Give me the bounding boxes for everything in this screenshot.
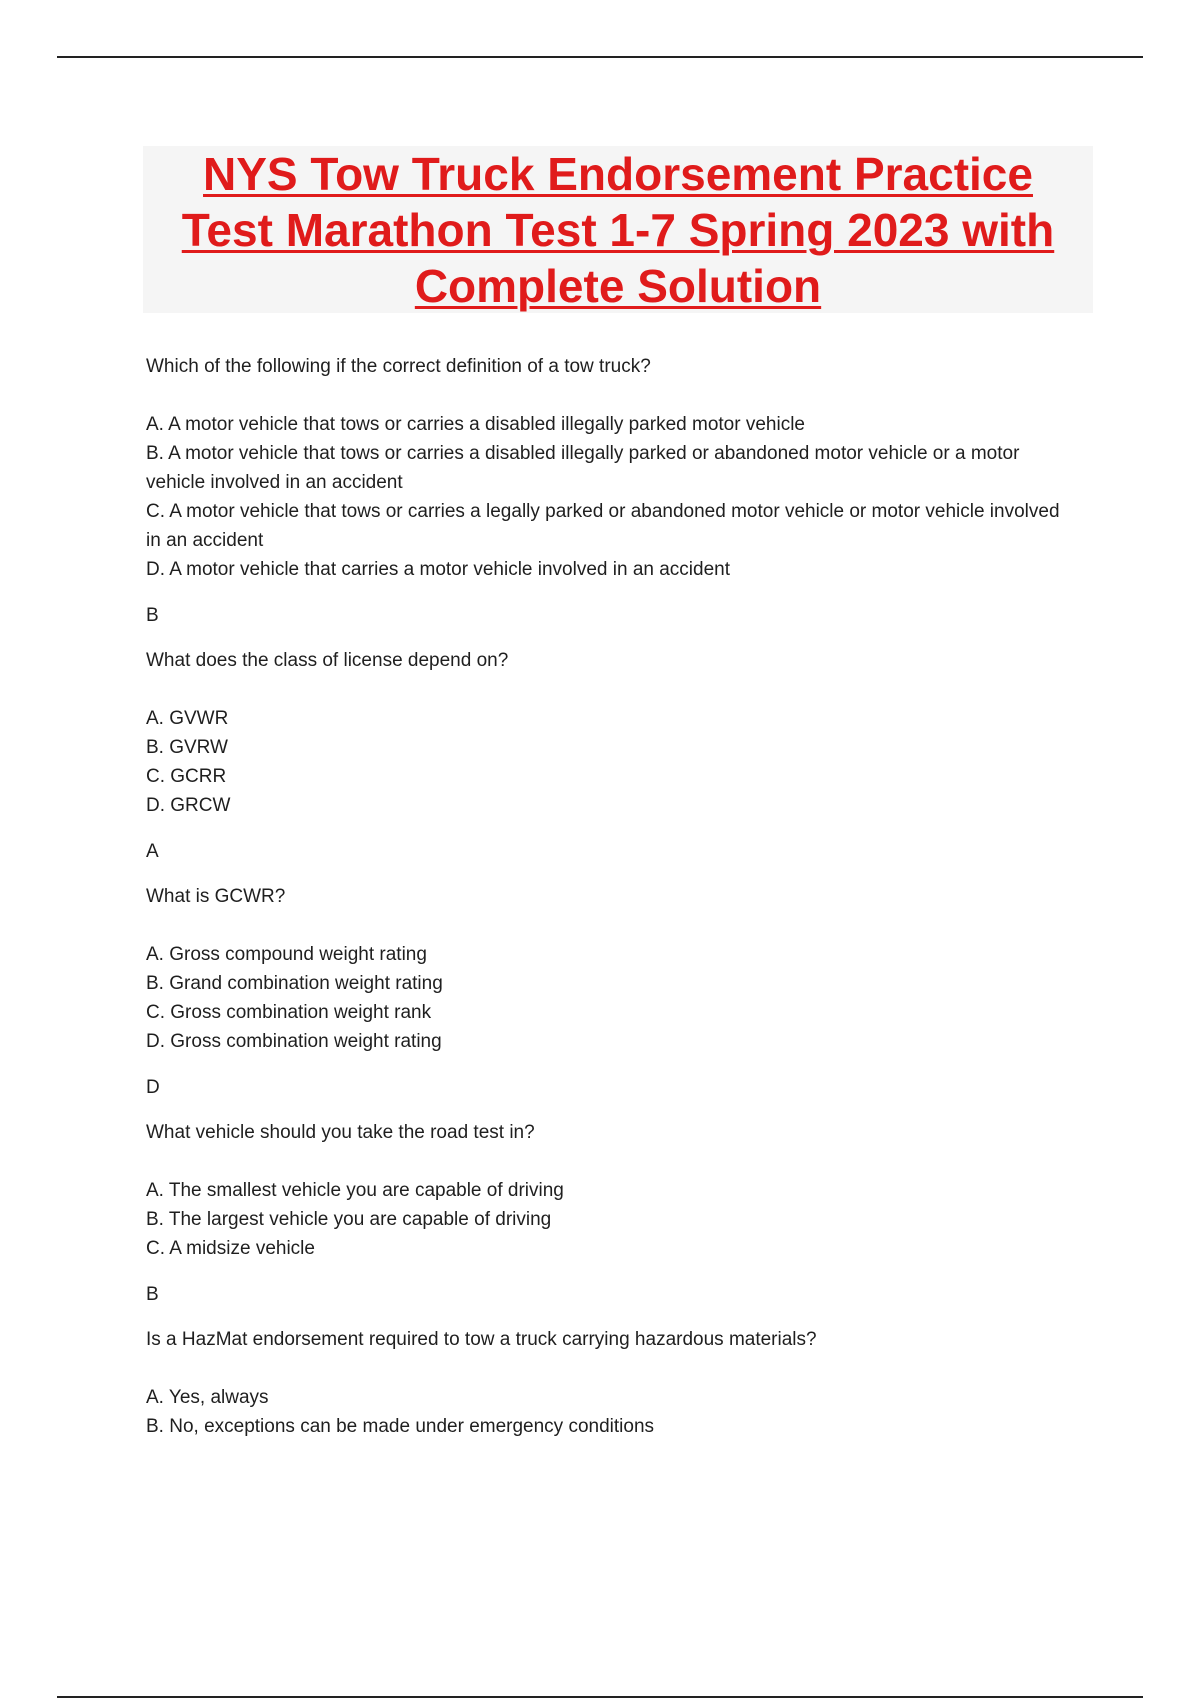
answer-text: A (146, 841, 159, 862)
option-list (146, 940, 1076, 1056)
question-text: What vehicle should you take the road test in? (146, 1122, 535, 1143)
option-item: C. Gross combination weight rank (146, 1002, 432, 1023)
option-item: A. GVWR (146, 708, 229, 729)
option-item: A. Gross compound weight rating (146, 944, 427, 965)
answer-text: B (146, 605, 159, 626)
question-block (146, 1118, 1076, 1309)
option-item: B. No, exceptions can be made under emergency conditions (146, 1416, 655, 1437)
option-item: B. GVRW (146, 737, 228, 758)
option-item: B. Grand combination weight rating (146, 973, 443, 994)
option-item: B. A motor vehicle that tows or carries a disabled illegally parked or abandoned motor vehicle or a motor vehicle involved in an accident (146, 443, 1020, 493)
option-list (146, 704, 1076, 820)
question-text: Which of the following if the correct definition of a tow truck? (146, 356, 651, 377)
option-item: C. A midsize vehicle (146, 1238, 315, 1259)
header-rule (57, 56, 1143, 58)
document-title: NYS Tow Truck Endorsement Practice Test Marathon Test 1-7 Spring 2023 with Complete Solution (181, 147, 1055, 312)
option-item: A. Yes, always (146, 1387, 269, 1408)
question-text: What is GCWR? (146, 886, 286, 907)
question-text: What does the class of license depend on? (146, 650, 509, 671)
option-item: C. A motor vehicle that tows or carries a legally parked or abandoned motor vehicle or motor vehicle involved in an accident (146, 501, 1060, 551)
option-item: D. Gross combination weight rating (146, 1031, 442, 1052)
question-text: Is a HazMat endorsement required to tow a truck carrying hazardous materials? (146, 1329, 817, 1350)
option-item: A. The smallest vehicle you are capable of driving (146, 1180, 564, 1201)
option-item: B. The largest vehicle you are capable of driving (146, 1209, 552, 1230)
question-list (146, 352, 1076, 1441)
option-list (146, 1383, 1076, 1441)
question-block (146, 352, 1076, 630)
question-block (146, 1325, 1076, 1441)
option-item: D. A motor vehicle that carries a motor vehicle involved in an accident (146, 559, 731, 580)
footer-rule (57, 1696, 1143, 1698)
option-list (146, 410, 1076, 584)
answer-text: B (146, 1284, 159, 1305)
option-list (146, 1176, 1076, 1263)
option-item: A. A motor vehicle that tows or carries a disabled illegally parked motor vehicle (146, 414, 805, 435)
question-block (146, 646, 1076, 866)
question-block (146, 882, 1076, 1102)
option-item: D. GRCW (146, 795, 231, 816)
answer-text: D (146, 1077, 160, 1098)
option-item: C. GCRR (146, 766, 227, 787)
title-box (143, 146, 1093, 313)
